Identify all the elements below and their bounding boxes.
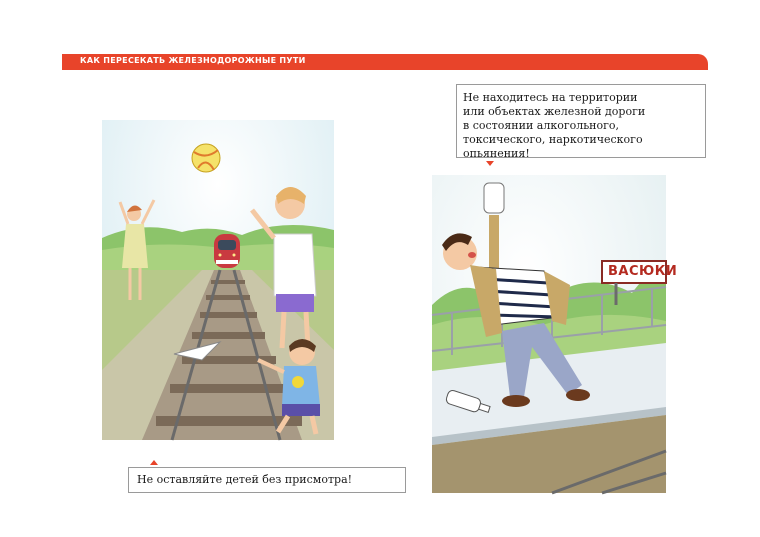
caption-pointer-arrow — [150, 460, 158, 465]
station-sign-text: ВАСЮКИ — [608, 264, 678, 279]
drunk-man-drawing — [432, 175, 666, 493]
caption-line: токсического, наркотического — [463, 133, 643, 146]
illustration-drunk-man-on-platform — [432, 175, 678, 493]
warning-caption-intoxication — [456, 84, 706, 158]
caption-line: опьянения! — [463, 147, 530, 160]
caption-line: или объектах железной дороги — [463, 105, 646, 118]
caption-pointer-arrow — [486, 161, 494, 166]
warning-caption-children: Не оставляйте детей без присмотра! — [128, 467, 406, 493]
caption-line: Не находитесь на территории — [463, 91, 638, 104]
header-bar — [62, 54, 708, 70]
children-on-tracks-drawing — [102, 120, 334, 440]
caption-line: в состоянии алкогольного, — [463, 119, 620, 132]
page-section-title: КАК ПЕРЕСЕКАТЬ ЖЕЛЕЗНОДОРОЖНЫЕ ПУТИ — [80, 56, 306, 65]
illustration-children-on-tracks — [102, 120, 334, 440]
